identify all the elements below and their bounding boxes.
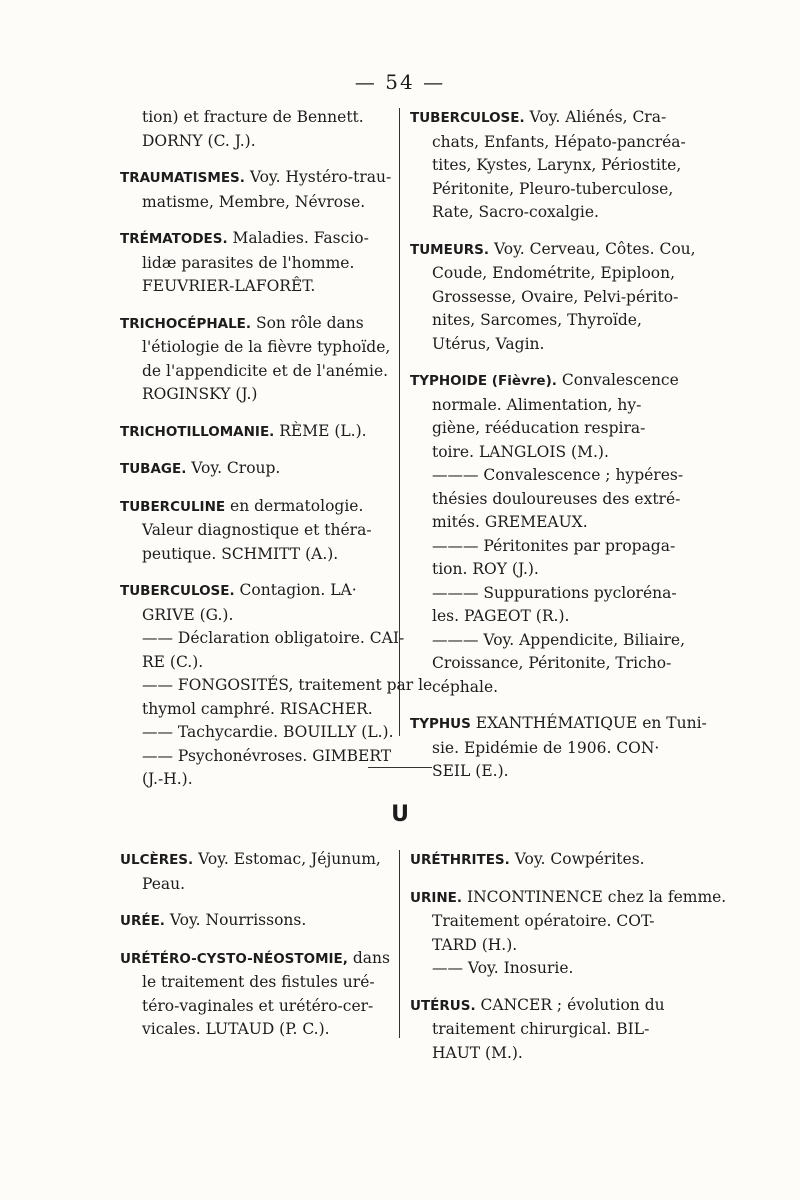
entry-line: [120, 909, 392, 934]
section-letter: U: [391, 802, 409, 827]
entry-text: chats, Enfants, Hépato-pancréa-: [432, 132, 686, 151]
entry-text: Peau.: [142, 874, 186, 893]
entry-line: [410, 1042, 685, 1066]
entry-text: tites, Kystes, Larynx, Périostite,: [432, 156, 682, 174]
entry-text: HAUT (M.).: [432, 1043, 523, 1062]
entry-text: traitement chirurgical. BIL-: [432, 1020, 650, 1038]
entry-line: [410, 848, 685, 873]
index-term: URINE.: [410, 889, 463, 906]
entry-text: Grossesse, Ovaire, Pelvi-périto-: [432, 287, 679, 306]
entry-line: [410, 154, 685, 178]
entry-line: [120, 1018, 392, 1042]
index-entry: [410, 994, 685, 1066]
entry-text: normale. Alimentation, hy-: [432, 395, 642, 414]
index-term: TUBERCULOSE.: [410, 110, 525, 126]
index-entry: [120, 947, 392, 1042]
entry-line: [410, 957, 685, 981]
entry-line: [120, 495, 392, 520]
entry-line: [120, 995, 392, 1019]
entry-line: [120, 275, 392, 299]
index-entry: [120, 106, 392, 153]
entry-text: Voy. Croup.: [186, 459, 281, 477]
page-number: — 54 —: [354, 70, 446, 94]
index-entry: [120, 909, 392, 934]
entry-text: nites, Sarcomes, Thyroïde,: [432, 311, 642, 329]
entry-line: [410, 394, 685, 418]
entry-line: [410, 535, 685, 559]
entry-line: [410, 238, 696, 263]
entry-text: Voy. Estomac, Jéjunum,: [193, 850, 381, 868]
entry-line: [120, 971, 392, 995]
left-column-bottom: [120, 848, 392, 1055]
entry-line: [410, 417, 685, 441]
index-entry: [410, 369, 685, 699]
entry-line: [410, 286, 685, 310]
entry-text: Voy. Aliénés, Cra-: [524, 108, 667, 126]
entry-line: [120, 106, 392, 130]
entry-line: [120, 768, 392, 792]
entry-line: [120, 166, 392, 191]
entry-text: —— Déclaration obligatoire. CAI-: [142, 629, 405, 647]
index-term: TUBERCULOSE.: [120, 583, 235, 599]
entry-text: Voy. Cowpérites.: [509, 850, 645, 868]
index-term: TRÉMATODES.: [120, 231, 228, 247]
entry-text: INCONTINENCE chez la femme.: [462, 887, 727, 906]
entry-text: lidæ parasites de l'homme.: [142, 253, 355, 272]
entry-text: peutique. SCHMITT (A.).: [142, 544, 339, 563]
entry-text: ——— Voy. Appendicite, Biliaire,: [432, 630, 686, 649]
index-term: TRICHOCÉPHALE.: [120, 315, 252, 332]
entry-text: DORNY (C. J.).: [142, 131, 256, 150]
entry-line: [410, 712, 707, 737]
entry-line: [410, 464, 685, 488]
entry-line: [120, 873, 392, 897]
index-term: TYPHUS: [410, 716, 471, 732]
entry-text: céphale.: [432, 677, 499, 696]
entry-line: [410, 441, 685, 465]
index-entry: [410, 848, 685, 873]
entry-line: [120, 360, 392, 384]
entry-line: [120, 947, 392, 972]
entry-text: mités. GREMEAUX.: [432, 513, 588, 531]
column-divider-bottom: [399, 850, 400, 1038]
index-entry: [410, 238, 696, 357]
index-term: TYPHOIDE (Fièvre).: [410, 373, 557, 389]
entry-line: [120, 420, 392, 445]
entry-line: [410, 178, 685, 202]
entry-text: ——— Suppurations pyclorénа-: [432, 583, 677, 602]
entry-text: Croissance, Péritonite, Tricho-: [432, 654, 672, 672]
entry-line: [120, 627, 405, 651]
index-term: URÉE.: [120, 913, 165, 929]
entry-line: [120, 336, 392, 360]
entry-text: GRIVE (G.).: [142, 605, 234, 624]
entry-line: [120, 674, 433, 698]
entry-text: thésies douloureuses des extré-: [432, 489, 681, 508]
entry-line: [410, 511, 685, 535]
index-entry: [120, 579, 433, 792]
entry-line: [410, 488, 685, 512]
index-entry: [410, 886, 727, 981]
entry-text: —— Voy. Inosurie.: [432, 959, 574, 977]
entry-text: l'étiologie de la fièvre typhoïde,: [142, 338, 391, 356]
entry-line: [120, 698, 392, 722]
entry-line: [120, 457, 392, 482]
index-entry: [120, 848, 392, 896]
entry-line: [120, 651, 392, 675]
index-term: UTÉRUS.: [410, 997, 476, 1014]
entry-line: [120, 519, 392, 543]
index-term: TRAUMATISMES.: [120, 170, 245, 186]
entry-text: Utérus, Vagin.: [432, 334, 545, 353]
entry-text: Coude, Endométrite, Epiploon,: [432, 264, 676, 282]
index-term: URÉTÉRO-CYSTO-NÉOSTOMIE,: [120, 950, 348, 967]
entry-line: [410, 934, 685, 958]
entry-line: [120, 721, 392, 745]
index-entry: [120, 312, 392, 407]
index-entry: [120, 495, 392, 567]
entry-line: [120, 543, 392, 567]
entry-line: [120, 848, 392, 873]
entry-text: de l'appendicite et de l'anémie.: [142, 361, 389, 380]
entry-line: [410, 201, 685, 225]
entry-text: EXANTHÉMATIQUE en Tuni-: [470, 714, 707, 732]
left-column-top: [120, 106, 433, 805]
entry-text: Voy. Hystéro-trau-: [244, 168, 392, 186]
entry-text: —— Psychonévroses. GIMBERT: [142, 746, 392, 765]
entry-text: —— Tachycardie. BOUILLY (L.).: [142, 723, 394, 741]
right-column-bottom: [410, 848, 727, 1078]
index-entry: [410, 106, 685, 225]
entry-line: [120, 745, 392, 769]
entry-text: giène, rééducation respira-: [432, 419, 646, 437]
entry-text: ——— Péritonites par propaga-: [432, 536, 676, 555]
entry-line: [410, 333, 685, 357]
entry-text: Maladies. Fascio-: [227, 229, 369, 247]
index-term: TUBERCULINE: [120, 498, 226, 515]
entry-line: [120, 604, 392, 628]
entry-text: TARD (H.).: [432, 935, 518, 954]
index-term: TRICHOTILLOMANIE.: [120, 423, 275, 440]
entry-line: [410, 737, 685, 761]
entry-line: [410, 910, 685, 934]
entry-line: [410, 106, 685, 131]
entry-text: téro-vaginales et urétéro-cer-: [142, 996, 374, 1015]
index-entry: [120, 227, 392, 299]
index-term: TUBAGE.: [120, 461, 187, 477]
entry-text: vicales. LUTAUD (P. C.).: [142, 1020, 330, 1038]
entry-line: [120, 252, 392, 276]
entry-line: [120, 227, 392, 252]
entry-line: [410, 605, 685, 629]
entry-text: ——— Convalescence ; hypéres-: [432, 466, 684, 484]
index-entry: [410, 712, 707, 784]
right-column-top: [410, 106, 707, 797]
index-entry: [120, 166, 392, 214]
entry-line: [120, 579, 392, 604]
entry-line: [410, 886, 727, 911]
entry-text: CANCER ; évolution du: [475, 995, 665, 1014]
entry-text: Rate, Sacro-coxalgie.: [432, 203, 599, 221]
entry-text: (J.-H.).: [142, 770, 193, 788]
entry-text: tion. ROY (J.).: [432, 560, 539, 578]
entry-text: tion) et fracture de Bennett.: [142, 108, 364, 126]
entry-line: [410, 558, 685, 582]
entry-line: [410, 652, 685, 676]
entry-text: ROGINSKY (J.): [142, 385, 258, 403]
entry-text: Valeur diagnostique et théra-: [142, 521, 372, 539]
entry-line: [410, 131, 685, 155]
entry-line: [120, 312, 392, 337]
entry-line: [410, 1018, 685, 1042]
entry-line: [410, 262, 685, 286]
entry-text: FEUVRIER-LAFORÊT.: [142, 277, 316, 295]
entry-text: les. PAGEOT (R.).: [432, 607, 570, 625]
entry-text: en dermatologie.: [225, 496, 364, 515]
entry-text: Péritonite, Pleuro-tuberculose,: [432, 179, 674, 198]
entry-text: thymol camphré. RISACHER.: [142, 699, 373, 718]
entry-line: [120, 191, 392, 215]
entry-line: [410, 676, 685, 700]
entry-text: Contagion. LA·: [234, 581, 357, 599]
entry-line: [410, 369, 685, 394]
index-term: ULCÈRES.: [120, 852, 194, 868]
entry-text: RE (C.).: [142, 652, 204, 671]
entry-line: [410, 309, 685, 333]
entry-text: matisme, Membre, Névrose.: [142, 192, 366, 211]
index-term: TUMEURS.: [410, 241, 490, 258]
entry-text: Voy. Nourrissons.: [164, 911, 307, 929]
index-term: URÉTHRITES.: [410, 852, 510, 868]
entry-line: [120, 383, 392, 407]
index-entry: [120, 420, 392, 445]
entry-text: SEIL (E.).: [432, 762, 509, 780]
entry-text: dans: [347, 948, 390, 967]
entry-text: RÈME (L.).: [274, 421, 367, 440]
entry-text: Voy. Cerveau, Côtes. Cou,: [489, 239, 696, 258]
entry-text: le traitement des fistules uré-: [142, 973, 375, 991]
entry-text: —— FONGOSITÉS, traitement par le: [142, 676, 433, 694]
entry-line: [410, 760, 685, 784]
entry-text: Son rôle dans: [251, 313, 364, 332]
entry-line: [410, 629, 685, 653]
entry-text: Traitement opératoire. COT-: [432, 912, 655, 930]
entry-line: [410, 582, 685, 606]
entry-text: toire. LANGLOIS (M.).: [432, 442, 609, 461]
entry-text: sie. Epidémie de 1906. CON·: [432, 738, 660, 757]
entry-line: [410, 994, 685, 1019]
entry-line: [120, 130, 392, 154]
entry-text: Convalescence: [556, 371, 679, 389]
index-entry: [120, 457, 392, 482]
